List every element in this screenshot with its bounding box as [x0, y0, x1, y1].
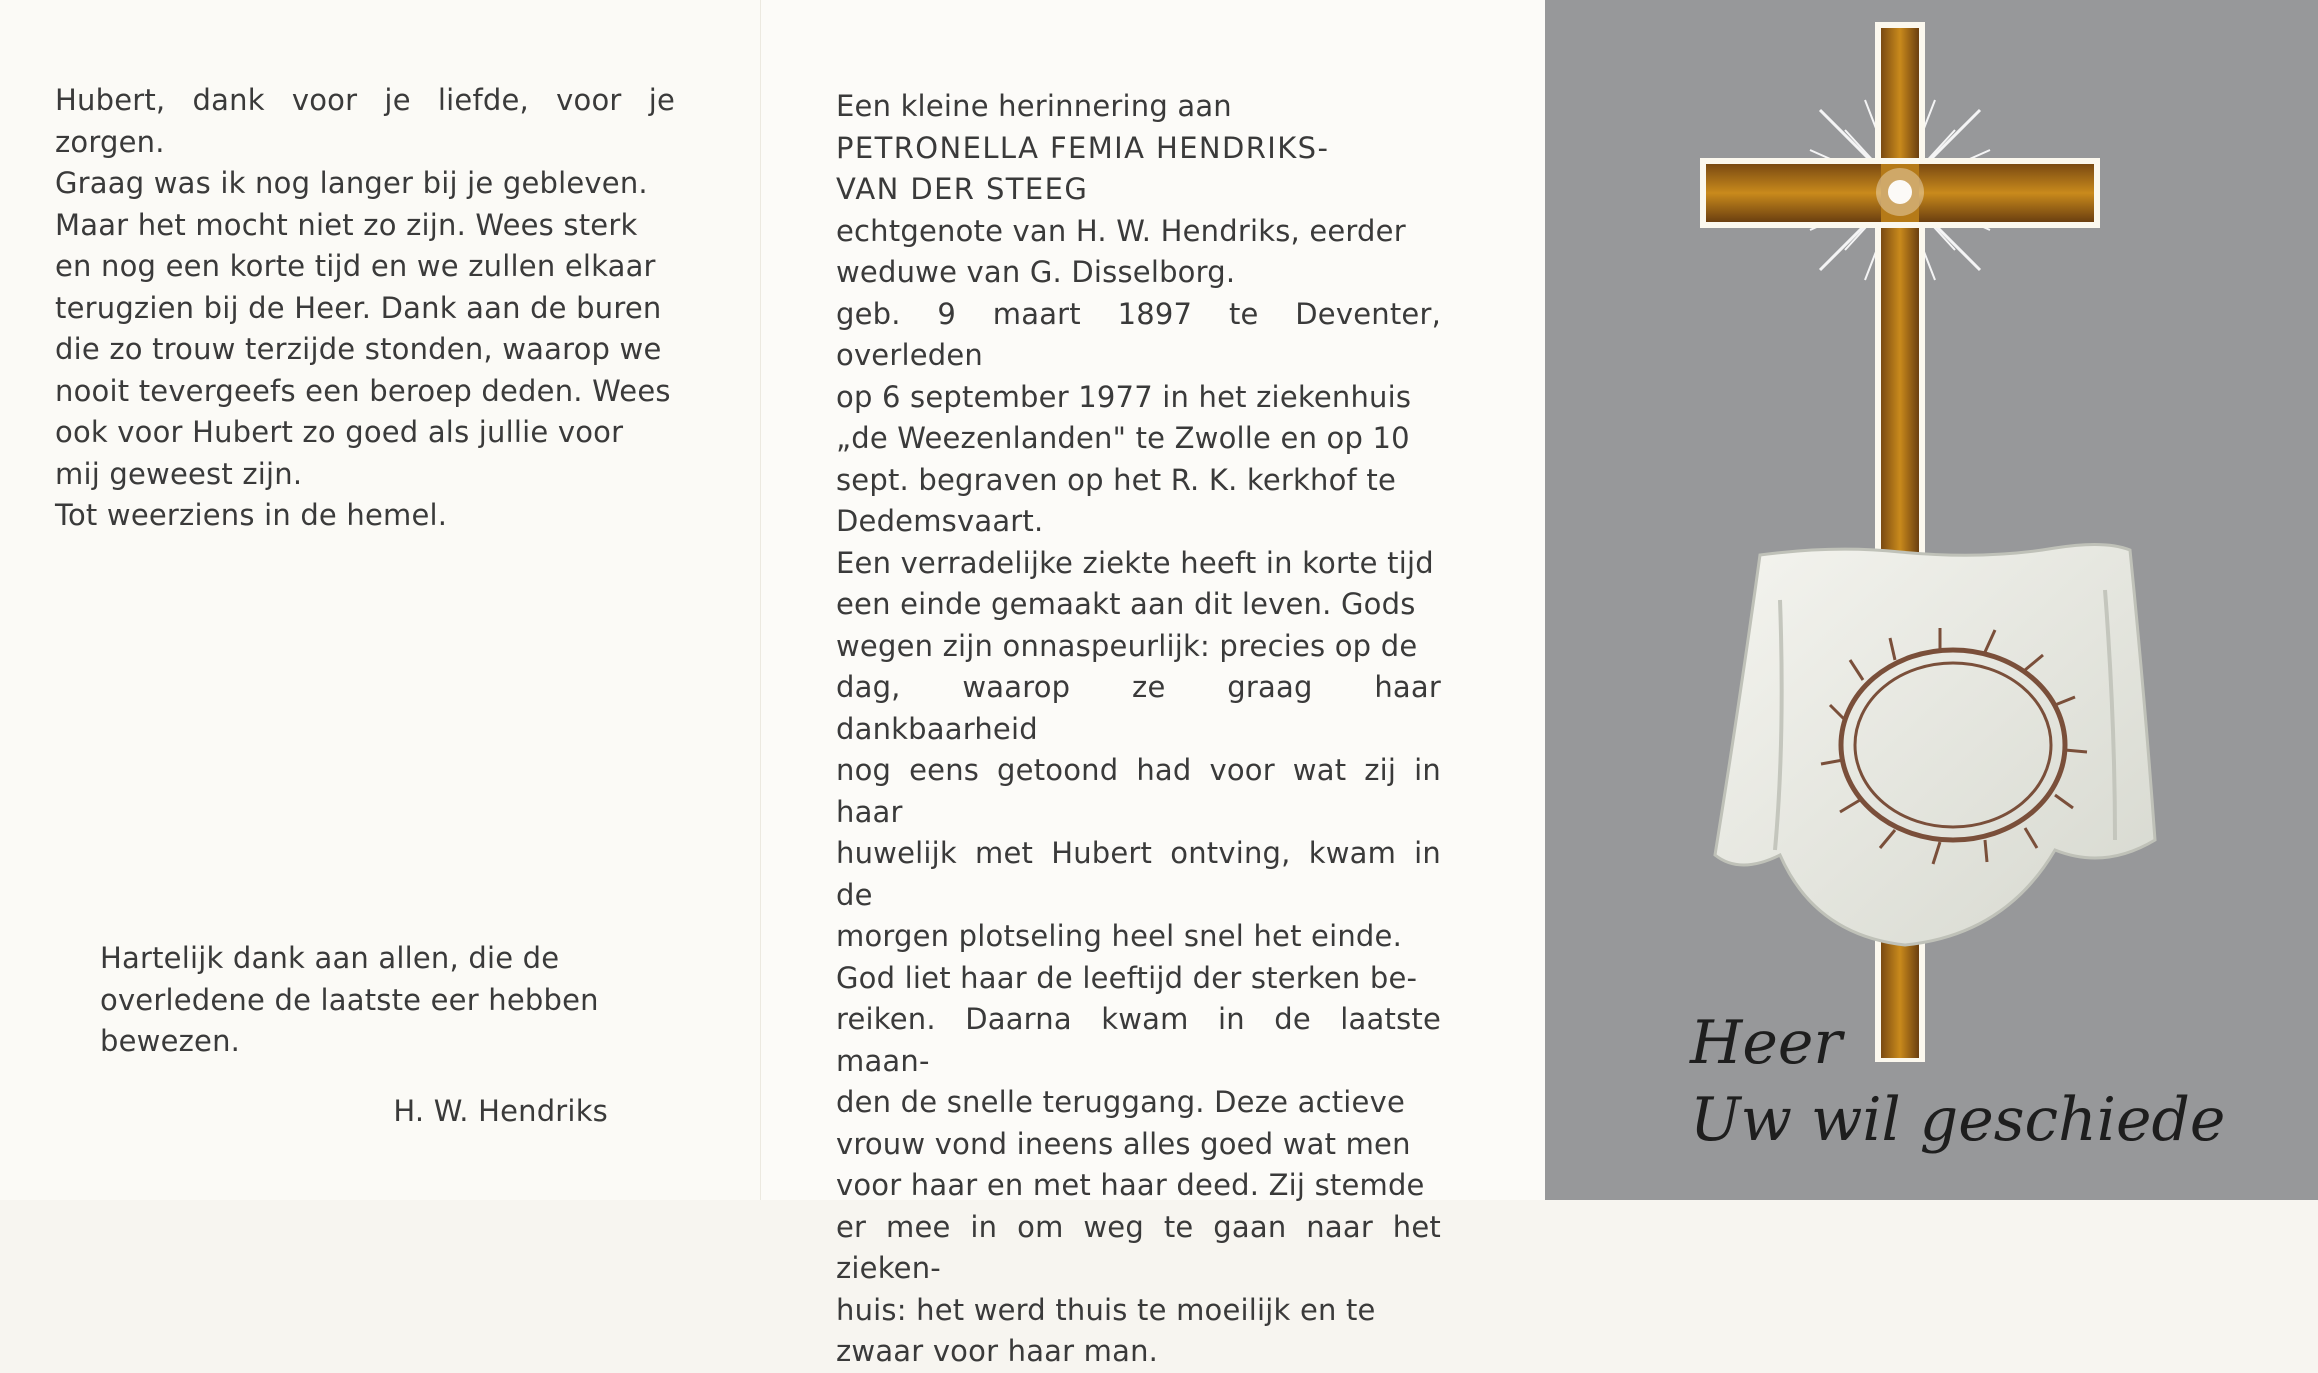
body-line: den de snelle teruggang. Deze actieve: [836, 1085, 1405, 1119]
message-line: Hubert, dank voor je liefde, voor je zorgen.: [55, 83, 675, 159]
body-line: morgen plotseling heel snel het einde.: [836, 919, 1403, 953]
personal-message: [55, 80, 675, 537]
message-line: mij geweest zijn.: [55, 456, 303, 491]
body-line: nog eens getoond had voor wat zij in haar: [836, 753, 1441, 829]
body-line: voor haar en met haar deed. Zij stemde: [836, 1168, 1425, 1202]
deceased-name-line2: VAN DER STEEG: [836, 172, 1089, 206]
thanks-line: bewezen.: [100, 1024, 241, 1058]
thanks-line: Hartelijk dank aan allen, die de: [100, 941, 560, 975]
body-line: weduwe van G. Disselborg.: [836, 255, 1236, 289]
cross-illustration: [1545, 0, 2318, 1200]
body-line: huwelijk met Hubert ontving, kwam in de: [836, 836, 1441, 912]
message-line: nooit tevergeefs een beroep deden. Wees: [55, 373, 671, 408]
body-line: echtgenote van H. W. Hendriks, eerder: [836, 213, 1406, 248]
body-line: Dedemsvaart.: [836, 504, 1044, 538]
left-page: [0, 0, 760, 1200]
memorial-text: [836, 86, 1441, 1373]
body-line: op 6 september 1977 in het ziekenhuis: [836, 379, 1412, 414]
middle-page: [760, 0, 1546, 1368]
cloth-icon: [1715, 544, 2155, 945]
body-line: vrouw vond ineens alles goed wat men: [836, 1126, 1411, 1161]
message-line: terugzien bij de Heer. Dank aan de buren: [55, 290, 662, 325]
body-line: geb. 9 maart 1897 te Deventer, overleden: [836, 296, 1441, 372]
body-line: „de Weezenlanden" te Zwolle en op 10: [836, 421, 1410, 455]
message-line: die zo trouw terzijde stonden, waarop we: [55, 332, 662, 366]
body-line: sept. begraven op het R. K. kerkhof te: [836, 462, 1396, 497]
body-line: dag, waarop ze graag haar dankbaarheid: [836, 670, 1441, 746]
body-line: God liet haar de leeftijd der sterken be-: [836, 960, 1418, 995]
message-line: Tot weerziens in de hemel.: [55, 498, 448, 532]
thanks-note: [100, 938, 608, 1063]
motto-line1: Heer: [1690, 1008, 1843, 1078]
body-line: zwaar voor haar man.: [836, 1334, 1159, 1368]
intro-line: Een kleine herinnering aan: [836, 89, 1232, 123]
motto-line2: Uw wil geschiede: [1690, 1085, 2226, 1155]
message-line: Maar het mocht niet zo zijn. Wees sterk: [55, 207, 638, 242]
body-line: reiken. Daarna kwam in de laatste maan-: [836, 1002, 1441, 1078]
message-line: Graag was ik nog langer bij je gebleven.: [55, 166, 648, 200]
deceased-name-line1: PETRONELLA FEMIA HENDRIKS-: [836, 130, 1330, 165]
body-line: er mee in om weg te gaan naar het zieken-: [836, 1209, 1441, 1285]
message-line: en nog een korte tijd en we zullen elkaar: [55, 249, 656, 283]
body-line: Een verradelijke ziekte heeft in korte tijd: [836, 545, 1434, 580]
message-line: ook voor Hubert zo goed als jullie voor: [55, 415, 624, 449]
body-line: huis: het werd thuis te moeilijk en te: [836, 1292, 1376, 1327]
body-line: wegen zijn onnaspeurlijk: precies op de: [836, 628, 1418, 663]
cover-page: [1545, 0, 2318, 1200]
thanks-line: overledene de laatste eer hebben: [100, 982, 599, 1017]
signer-name: H. W. Hendriks: [393, 1094, 608, 1128]
body-line: een einde gemaakt aan dit leven. Gods: [836, 587, 1416, 621]
